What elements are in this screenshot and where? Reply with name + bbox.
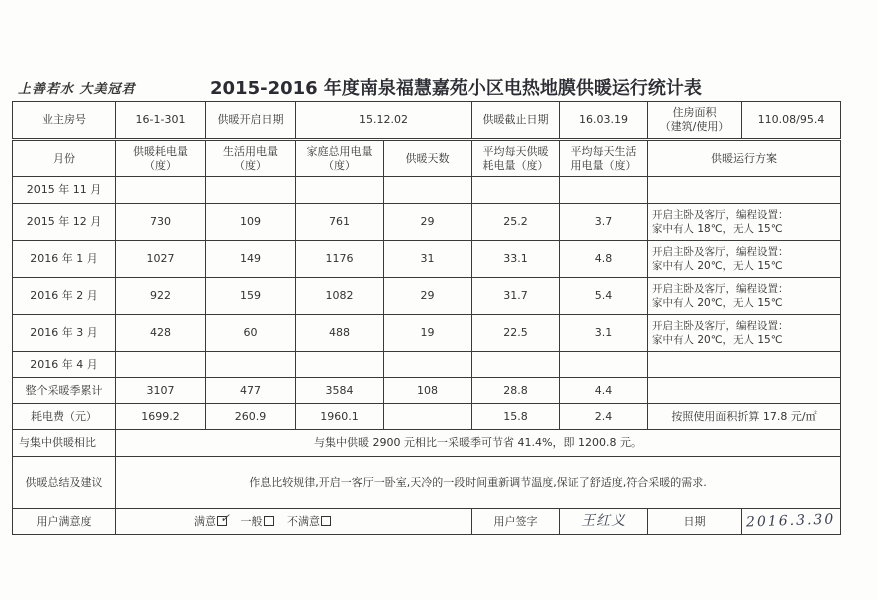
summary-label: 供暖总结及建议 [13, 457, 116, 509]
row-life: 159 [206, 278, 296, 315]
row-life: 149 [206, 241, 296, 278]
col-life-l1: 生活用电量 [223, 144, 278, 158]
row-month: 2015 年 12 月 [13, 204, 116, 241]
table-row [13, 204, 841, 241]
summary-text: 作息比较规律,开启一客厅一卧室,天冷的一段时间重新调节温度,保证了舒适度,符合采暖的需求. [116, 457, 841, 509]
cost-days [384, 404, 472, 430]
row-plan [648, 241, 841, 278]
cost-label: 耗电费（元） [13, 404, 116, 430]
col-avg-heat [472, 140, 560, 177]
row-total [296, 352, 384, 378]
row-plan [648, 177, 841, 204]
table-row [13, 352, 841, 378]
row-plan-l1: 开启主卧及客厅，编程设置： [652, 209, 789, 221]
column-header-row [13, 140, 841, 177]
row-heat: 730 [116, 204, 206, 241]
start-date-label: 供暖开启日期 [206, 102, 296, 140]
col-total [296, 140, 384, 177]
row-avg-heat: 22.5 [472, 315, 560, 352]
row-total: 761 [296, 204, 384, 241]
compare-label: 与集中供暖相比 [13, 430, 116, 457]
col-life [206, 140, 296, 177]
table-row [13, 241, 841, 278]
area-value: 110.08/95.4 [742, 102, 841, 140]
checkmark-icon: ✓ [220, 510, 231, 525]
start-date-value: 15.12.02 [296, 102, 472, 140]
row-avg-life: 3.1 [560, 315, 648, 352]
row-avg-heat: 33.1 [472, 241, 560, 278]
row-avg-life: 4.8 [560, 241, 648, 278]
season-total-row [13, 378, 841, 404]
col-avg-life-l2: 用电量（度） [570, 158, 637, 172]
owner-label: 业主房号 [13, 102, 116, 140]
col-avg-heat-l2: 耗电量（度） [482, 158, 549, 172]
normal-checkbox[interactable] [264, 516, 274, 526]
satisfied-checkbox[interactable] [217, 510, 231, 526]
row-plan-l2: 家中有人 20℃，无人 15℃ [652, 297, 783, 309]
area-label-line1: 住房面积 [672, 106, 717, 119]
row-avg-life: 5.4 [560, 278, 648, 315]
unsatisfied-label: 不满意 [287, 514, 320, 528]
row-days: 19 [384, 315, 472, 352]
col-days: 供暖天数 [384, 140, 472, 177]
row-heat: 1027 [116, 241, 206, 278]
row-plan [648, 204, 841, 241]
table-row [13, 177, 841, 204]
date-value[interactable] [742, 509, 841, 535]
area-label [648, 102, 742, 140]
row-month: 2016 年 4 月 [13, 352, 116, 378]
row-avg-heat [472, 177, 560, 204]
row-total: 1082 [296, 278, 384, 315]
cost-total: 1960.1 [296, 404, 384, 430]
col-avg-life-l1: 平均每天生活 [570, 144, 637, 158]
row-plan-l1: 开启主卧及客厅，编程设置： [652, 246, 789, 258]
row-total [296, 177, 384, 204]
cost-heat: 1699.2 [116, 404, 206, 430]
row-month: 2016 年 1 月 [13, 241, 116, 278]
area-label-line2: （建筑/使用） [659, 120, 730, 133]
satisfaction-row [13, 509, 841, 535]
row-month: 2016 年 3 月 [13, 315, 116, 352]
row-plan [648, 352, 841, 378]
season-total-label: 整个采暖季累计 [13, 378, 116, 404]
unsatisfied-checkbox[interactable] [321, 516, 331, 526]
row-plan [648, 278, 841, 315]
normal-label: 一般 [240, 514, 263, 528]
row-heat: 428 [116, 315, 206, 352]
season-total-avg-heat: 28.8 [472, 378, 560, 404]
summary-row [13, 457, 841, 509]
row-life: 60 [206, 315, 296, 352]
cost-plan: 按照使用面积折算 17.8 元/㎡ [648, 404, 841, 430]
row-plan-l1: 开启主卧及客厅，编程设置： [652, 320, 789, 332]
season-total-heat: 3107 [116, 378, 206, 404]
satisfaction-options [116, 509, 472, 535]
row-days [384, 177, 472, 204]
row-plan [648, 315, 841, 352]
col-heat [116, 140, 206, 177]
slogan: 上善若水 大美冠君 [18, 82, 136, 97]
col-month: 月份 [13, 140, 116, 177]
row-heat: 922 [116, 278, 206, 315]
season-total-days: 108 [384, 378, 472, 404]
compare-row [13, 430, 841, 457]
row-avg-heat: 31.7 [472, 278, 560, 315]
row-days [384, 352, 472, 378]
end-date-value: 16.03.19 [560, 102, 648, 140]
row-life [206, 177, 296, 204]
row-days: 29 [384, 204, 472, 241]
col-heat-l1: 供暖耗电量 [133, 144, 188, 158]
info-row [13, 102, 841, 140]
col-total-l2: （度） [323, 158, 356, 172]
col-heat-l2: （度） [144, 158, 177, 172]
col-plan: 供暖运行方案 [648, 140, 841, 177]
row-avg-heat: 25.2 [472, 204, 560, 241]
owner-value: 16-1-301 [116, 102, 206, 140]
cost-row [13, 404, 841, 430]
signature[interactable] [560, 509, 648, 535]
row-heat [116, 352, 206, 378]
row-avg-life: 3.7 [560, 204, 648, 241]
row-total: 1176 [296, 241, 384, 278]
cost-avg-heat: 15.8 [472, 404, 560, 430]
season-total-life: 477 [206, 378, 296, 404]
season-total-plan [648, 378, 841, 404]
date-text: 2016.3.30 [746, 511, 836, 531]
col-life-l2: （度） [234, 158, 267, 172]
compare-text: 与集中供暖 2900 元相比一采暖季可节省 41.4%，即 1200.8 元。 [116, 430, 841, 457]
row-plan-l2: 家中有人 20℃，无人 15℃ [652, 260, 783, 272]
row-month: 2015 年 11 月 [13, 177, 116, 204]
row-avg-life [560, 352, 648, 378]
row-plan-l2: 家中有人 18℃，无人 15℃ [652, 223, 783, 235]
row-total: 488 [296, 315, 384, 352]
row-life [206, 352, 296, 378]
heating-stats-table [12, 101, 841, 535]
row-avg-life [560, 177, 648, 204]
row-days: 29 [384, 278, 472, 315]
table-row [13, 278, 841, 315]
season-total-avg-life: 4.4 [560, 378, 648, 404]
row-avg-heat [472, 352, 560, 378]
col-avg-life [560, 140, 648, 177]
cost-avg-life: 2.4 [560, 404, 648, 430]
signature-text: 王红义 [581, 513, 627, 529]
satisfaction-label: 用户满意度 [13, 509, 116, 535]
end-date-label: 供暖截止日期 [472, 102, 560, 140]
row-plan-l1: 开启主卧及客厅，编程设置： [652, 283, 789, 295]
page-title: 2015-2016 年度南泉福慧嘉苑小区电热地膜供暖运行统计表 [210, 78, 702, 99]
table-row [13, 315, 841, 352]
date-label: 日期 [648, 509, 742, 535]
signature-label: 用户签字 [472, 509, 560, 535]
season-total-total: 3584 [296, 378, 384, 404]
row-days: 31 [384, 241, 472, 278]
row-life: 109 [206, 204, 296, 241]
col-total-l1: 家庭总用电量 [306, 144, 373, 158]
row-month: 2016 年 2 月 [13, 278, 116, 315]
row-plan-l2: 家中有人 20℃，无人 15℃ [652, 334, 783, 346]
col-avg-heat-l1: 平均每天供暖 [482, 144, 549, 158]
satisfied-label: 满意 [194, 514, 216, 528]
cost-life: 260.9 [206, 404, 296, 430]
row-heat [116, 177, 206, 204]
